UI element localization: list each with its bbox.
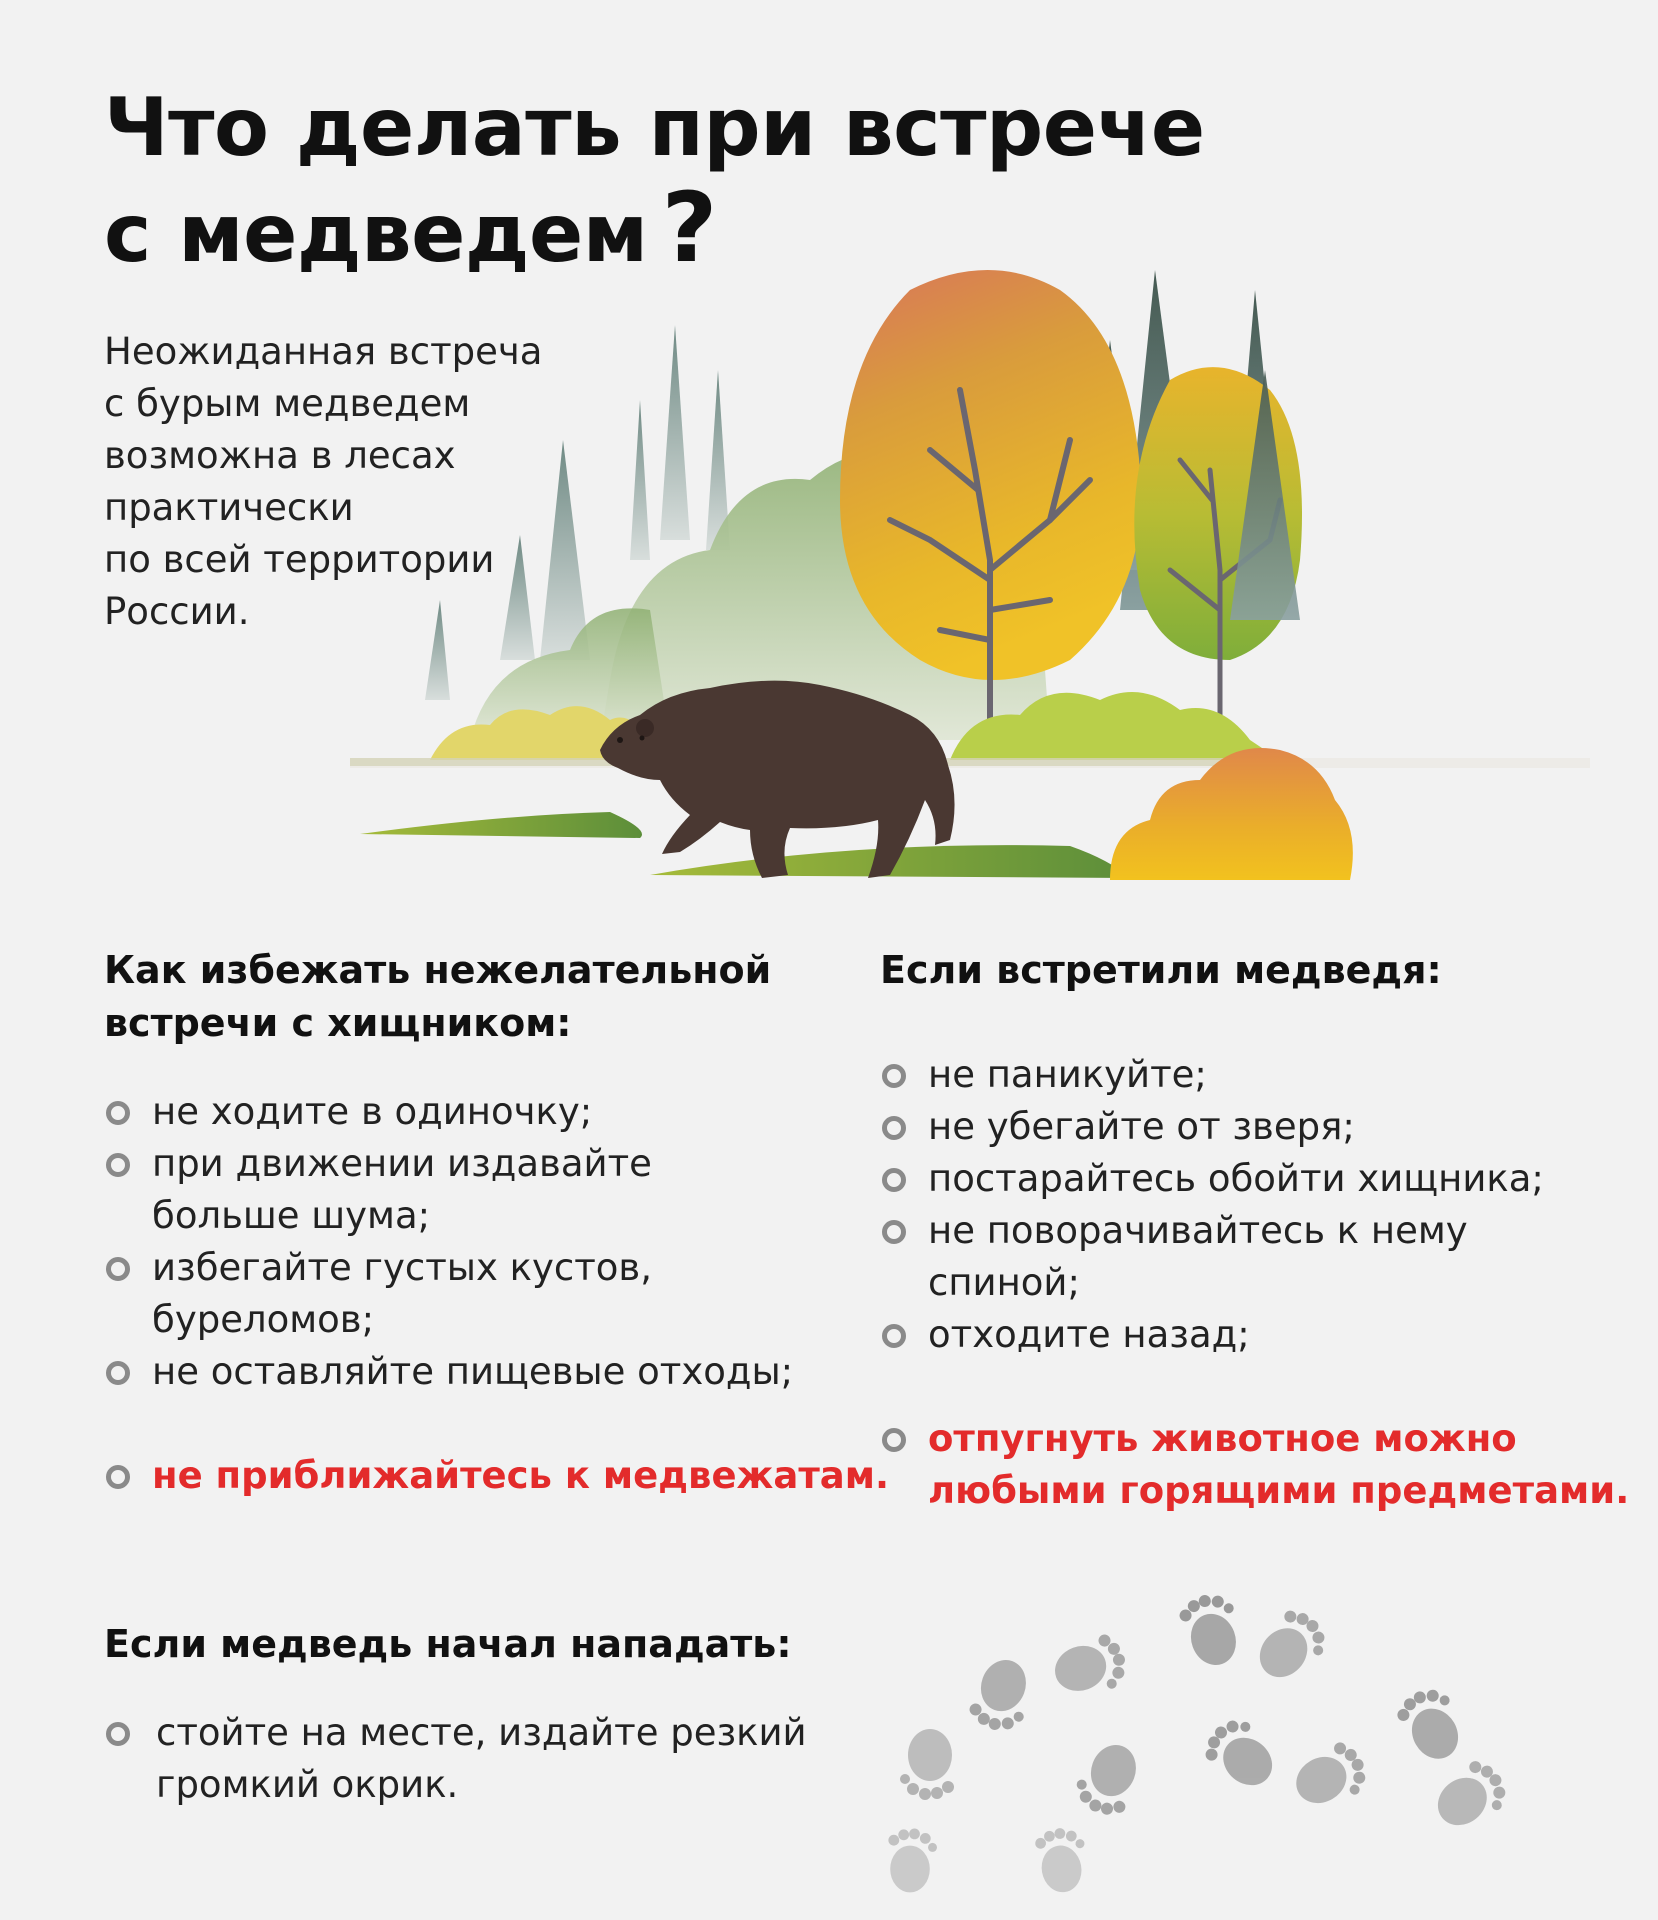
avoid-list <box>104 1086 890 1502</box>
circle-bullet-icon <box>106 1101 130 1125</box>
paw-print-icon <box>1287 1737 1375 1819</box>
met-heading <box>880 944 1600 997</box>
circle-bullet-icon <box>106 1257 130 1281</box>
list-item <box>880 1101 1600 1153</box>
attack-heading <box>104 1618 824 1671</box>
heading-line: Если встретили медведя: <box>880 948 1442 992</box>
list-item <box>104 1086 824 1138</box>
grass <box>360 812 642 838</box>
avoid-heading <box>104 944 824 1050</box>
paw-print-icon <box>1248 1603 1335 1692</box>
paw-print-icon <box>900 1729 954 1800</box>
warning-text: не приближайтесь к медвежатам. <box>152 1454 890 1497</box>
circle-bullet-icon <box>882 1324 906 1348</box>
avoid-section <box>104 944 890 1502</box>
circle-bullet-icon <box>882 1064 906 1088</box>
item-text: не ходите в одиночку; <box>152 1090 593 1133</box>
circle-bullet-icon <box>106 1153 130 1177</box>
paw-print-icon <box>965 1653 1040 1738</box>
heading-line: Как избежать нежелательной <box>104 948 772 992</box>
item-text: больше шума; <box>152 1194 431 1237</box>
warning-text: любыми горящими предметами. <box>928 1469 1630 1512</box>
attack-list <box>104 1707 824 1811</box>
far-pine <box>500 535 535 660</box>
paw-print-icon <box>1033 1824 1092 1895</box>
circle-bullet-icon <box>882 1168 906 1192</box>
item-text: при движении издавайте <box>152 1142 652 1185</box>
list-item <box>104 1242 824 1346</box>
circle-bullet-icon <box>882 1428 906 1452</box>
item-text: буреломов; <box>152 1298 375 1341</box>
list-item <box>880 1153 1600 1205</box>
item-text: не паникуйте; <box>928 1053 1207 1096</box>
intro-line: России. <box>104 590 250 633</box>
attack-section <box>104 1618 824 1811</box>
list-item <box>880 1049 1600 1101</box>
intro-line: с бурым медведем <box>104 382 471 425</box>
circle-bullet-icon <box>106 1361 130 1385</box>
warning-item <box>104 1450 890 1502</box>
list-item <box>880 1309 1600 1361</box>
circle-bullet-icon <box>882 1220 906 1244</box>
heading-line: Если медведь начал нападать: <box>104 1622 792 1666</box>
intro-line: по всей территории <box>104 538 495 581</box>
paw-print-icon <box>1392 1680 1474 1768</box>
item-text: громкий окрик. <box>156 1763 459 1806</box>
warning-text: отпугнуть животное можно <box>928 1417 1517 1460</box>
list-item <box>104 1346 824 1398</box>
list-item <box>104 1707 824 1811</box>
item-text: не оставляйте пищевые отходы; <box>152 1350 794 1393</box>
item-text: отходите назад; <box>928 1313 1250 1356</box>
title-line-1: Что делать при встрече <box>104 81 1205 174</box>
intro-line: практически <box>104 486 354 529</box>
circle-bullet-icon <box>106 1465 130 1489</box>
paw-print-icon <box>1427 1754 1516 1841</box>
paw-print-icon <box>1198 1710 1287 1797</box>
met-list <box>880 1049 1630 1517</box>
warning-item <box>880 1413 1630 1517</box>
intro-line: Неожиданная встреча <box>104 330 543 373</box>
bear-in-forest-illustration <box>350 140 1590 910</box>
list-item <box>880 1205 1600 1309</box>
item-text: не убегайте от зверя; <box>928 1105 1355 1148</box>
far-pine <box>660 325 690 540</box>
list-item <box>104 1138 824 1242</box>
circle-bullet-icon <box>882 1116 906 1140</box>
met-section <box>880 944 1630 1517</box>
paw-print-icon <box>1070 1736 1145 1821</box>
item-text: избегайте густых кустов, <box>152 1246 652 1289</box>
circle-bullet-icon <box>106 1722 130 1746</box>
paw-print-icon <box>888 1829 937 1893</box>
item-text: спиной; <box>928 1261 1080 1304</box>
bear-paw-tracks <box>880 1590 1540 1910</box>
item-text: стойте на месте, издайте резкий <box>156 1711 807 1754</box>
intro-line: возможна в лесах <box>104 434 456 477</box>
item-text: постарайтесь обойти хищника; <box>928 1157 1544 1200</box>
far-pine <box>425 600 450 700</box>
far-pine <box>630 400 650 560</box>
item-text: не поворачивайтесь к нему <box>928 1209 1468 1252</box>
paw-print-icon <box>1175 1590 1250 1672</box>
heading-line: встречи с хищником: <box>104 1001 572 1045</box>
paw-print-icon <box>1048 1630 1133 1705</box>
question-mark: ? <box>661 172 717 284</box>
title-line-2-text: с медведем <box>104 187 648 280</box>
far-pine <box>540 440 590 660</box>
